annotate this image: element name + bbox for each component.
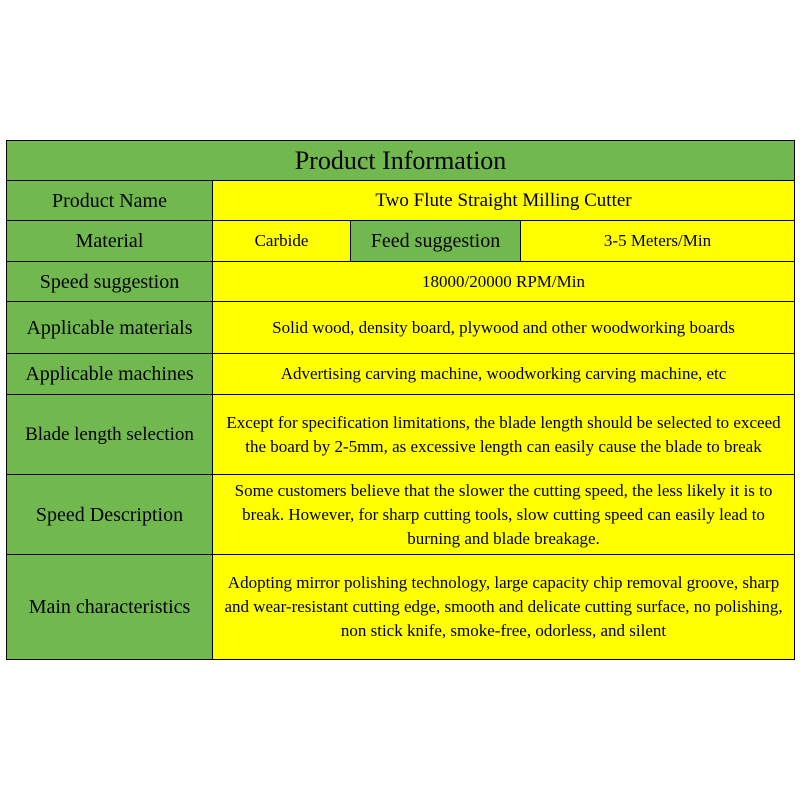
- table-title: Product Information: [7, 141, 795, 181]
- speed-description-row: [7, 475, 795, 555]
- applicable-materials-label: Applicable materials: [7, 302, 213, 354]
- speed-suggestion-label: Speed suggestion: [7, 262, 213, 302]
- blade-length-row: [7, 395, 795, 475]
- main-characteristics-value: Adopting mirror polishing technology, large capacity chip removal groove, sharp and wear-resistant cutting edge, smooth and delicate cutting surface, no polishing, non stick knife, smoke-free, odorless, and silent: [213, 555, 795, 660]
- material-label: Material: [7, 221, 213, 262]
- feed-suggestion-value: 3-5 Meters/Min: [521, 221, 795, 262]
- material-value: Carbide: [213, 221, 351, 262]
- main-characteristics-row: [7, 555, 795, 660]
- speed-suggestion-value: 18000/20000 RPM/Min: [213, 262, 795, 302]
- title-row: [7, 141, 795, 181]
- blade-length-value: Except for specification limitations, the blade length should be selected to exceed the board by 2-5mm, as excessive length can easily cause the blade to break: [213, 395, 795, 475]
- speed-suggestion-row: [7, 262, 795, 302]
- applicable-materials-row: [7, 302, 795, 354]
- applicable-materials-value: Solid wood, density board, plywood and other woodworking boards: [213, 302, 795, 354]
- product-info-table: [6, 140, 795, 660]
- feed-suggestion-label: Feed suggestion: [351, 221, 521, 262]
- product-name-label: Product Name: [7, 181, 213, 221]
- applicable-machines-row: [7, 354, 795, 395]
- speed-description-label: Speed Description: [7, 475, 213, 555]
- main-characteristics-label: Main characteristics: [7, 555, 213, 660]
- material-row: [7, 221, 795, 262]
- speed-description-value: Some customers believe that the slower the cutting speed, the less likely it is to break. However, for sharp cutting tools, slow cutting speed can easily lead to burning and blade breakage.: [213, 475, 795, 555]
- product-name-value: Two Flute Straight Milling Cutter: [213, 181, 795, 221]
- applicable-machines-value: Advertising carving machine, woodworking carving machine, etc: [213, 354, 795, 395]
- product-name-row: [7, 181, 795, 221]
- blade-length-label: Blade length selection: [7, 395, 213, 475]
- applicable-machines-label: Applicable machines: [7, 354, 213, 395]
